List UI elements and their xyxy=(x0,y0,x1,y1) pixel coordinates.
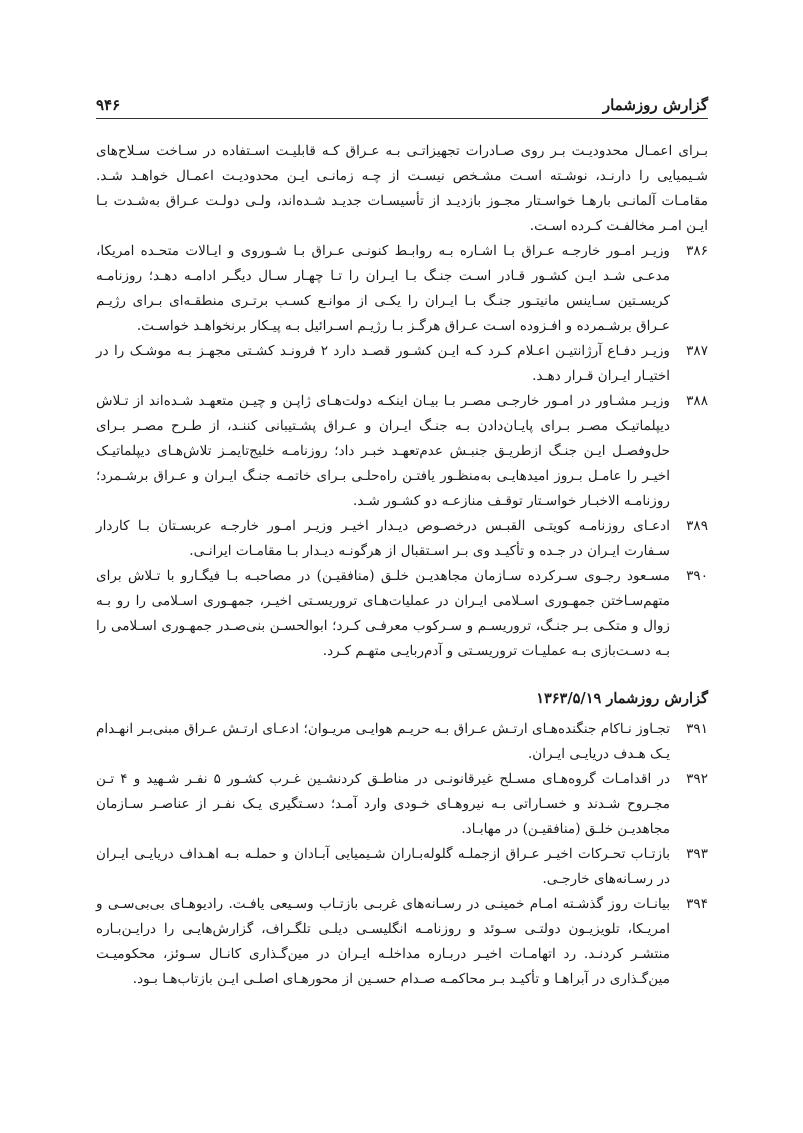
page-number: ۹۴۶ xyxy=(96,96,121,114)
item-text: وزیـر مشـاور در امـور خارجـی مصـر بـا بیـان اینکـه دولت‌هـای ژاپـن و چیـن متعهـد شـده‌اند از تـلاش دیپلماتیـک مصـر بـرای پایـان‌دادن بـه جنـگ ایـران و عـراق پشـتیبانی کننـد، از طـرح مصـر بـرای حل‌وفصـل ایـن جنـگ ازطریـق جنبـش عدم‌تعهـد خبـر داد؛ روزنامـه خلیج‌تایمـز تلاش‌هـای دیپلماتیـک اخیـر را عامـل بـروز امیدهایـی به‌منظـور یافتـن راه‌حلـی بـرای خاتمـه جنـگ ایـران و عـراق برشـمرد؛ روزنامـه الاخبـار خواسـتار توقـف منازعـه دو کشـور شـد. xyxy=(96,393,670,509)
item-number: ۳۸۶ xyxy=(686,243,708,259)
item-number: ۳۸۹ xyxy=(686,518,708,534)
item-list-after xyxy=(96,717,708,992)
list-item xyxy=(96,767,708,842)
intro-paragraph: بـرای اعمـال محدودیـت بـر روی صـادرات تجهیزاتـی بـه عـراق کـه قابلیـت اسـتفاده در سـاخت سـلاح‌های شـیمیایی را دارنـد، نوشـته اسـت مشـخص نیسـت از چـه زمانـی ایـن محدودیـت اعمـال خواهـد شـد. مقامـات آلمانـی بارهـا خواسـتار مجـوز بازدیـد از تأسیسـات جدیـد شـده‌اند، ولـی دولـت عـراق به‌شـدت بـا ایـن امـر مخالفـت کـرده اسـت. xyxy=(96,143,708,234)
list-item xyxy=(96,339,708,389)
item-number: ۳۸۸ xyxy=(686,393,708,409)
page-body xyxy=(96,139,708,992)
header-title: گزارش روزشمار xyxy=(602,96,708,114)
list-item xyxy=(96,239,708,339)
list-item xyxy=(96,564,708,664)
item-text: بازتـاب تحـرکات اخیـر عـراق ازجملـه گلوله‌بـاران شـیمیایی آبـادان و حملـه بـه اهـداف دریایـی ایـران در رسـانه‌های خارجـی. xyxy=(96,846,670,887)
list-item xyxy=(96,842,708,892)
item-number: ۳۹۴ xyxy=(686,896,708,912)
book-page xyxy=(96,88,708,1088)
list-item xyxy=(96,717,708,767)
item-text: بیانـات روز گذشـته امـام خمینـی در رسـانه‌های غربـی بازتـاب وسـیعی یافـت. رادیوهـای بی‌بی‌سـی و امریـکا، تلویزیـون دولتـی سـوئد و روزنامـه انگلیسـی دیلـی تلگـراف، گزارش‌هایـی را درایـن‌بـاره منتشـر کردنـد. رد اتهامـات اخیـر دربـاره مداخلـه ایـران در مین‌گـذاری کانـال سـوئز، محکومیـت مین‌گـذاری در آبراهـا و تأکیـد بـر محاکمـه صـدام حسـین از محورهـای اصلـی ایـن بازتاب‌هـا بـود. xyxy=(96,896,670,987)
list-item xyxy=(96,892,708,992)
item-number: ۳۹۲ xyxy=(686,771,708,787)
item-text: ادعـای روزنامـه کویتـی القبـس درخصـوص دیـدار اخیـر وزیـر امـور خارجـه عربسـتان بـا کاردار سـفارت ایـران در جـده و تأکیـد وی بـر اسـتقبال از هرگونـه دیـدار بـا مقامـات ایرانـی. xyxy=(96,518,670,559)
item-number: ۳۹۱ xyxy=(686,721,708,737)
item-text: مسـعود رجـوی سـرکرده سـازمان مجاهدیـن خلـق (منافقیـن) در مصاحبـه بـا فیگـارو با تـلاش برای متهم‌سـاختن جمهـوری اسـلامی ایـران در عملیات‌هـای تروریسـتی اخیـر، جمهـوری اسـلامی را رو بـه زوال و متکـی بـر جنـگ، تروریسـم و سـرکوب معرفـی کـرد؛ ابوالحسـن بنی‌صـدر جمهـوری اسـلامی را بـه دسـت‌بازی بـه عملیـات تروریسـتی و آدم‌ربایـی متهـم کـرد. xyxy=(96,568,670,659)
header-rule xyxy=(96,118,708,119)
list-item xyxy=(96,514,708,564)
item-text: در اقدامـات گروه‌هـای مسـلح غیرقانونـی در مناطـق کردنشـین غـرب کشـور ۵ نفـر شـهید و ۴ تـن مجـروح شـدند و خسـاراتی بـه نیروهـای خـودی وارد آمـد؛ دسـتگیری یـک نفـر از عناصـر سـازمان مجاهدیـن خلـق (منافقیـن) در مهابـاد. xyxy=(96,771,670,837)
item-number: ۳۹۰ xyxy=(686,568,708,584)
item-text: وزیـر دفـاع آرژانتیـن اعـلام کـرد کـه ایـن کشـور قصـد دارد ۲ فرونـد کشـتی مجهـز بـه موشـک را در اختیـار ایـران قـرار دهـد. xyxy=(96,343,670,384)
running-header xyxy=(96,88,708,114)
item-number: ۳۹۳ xyxy=(686,846,708,862)
item-text: وزیـر امـور خارجـه عـراق بـا اشـاره بـه روابـط کنونـی عـراق بـا شـوروی و ایـالات متحـده امریکا، مدعـی شـد ایـن کشـور قـادر اسـت جنـگ بـا ایـران را تـا چهـار سـال دیگـر ادامـه دهـد؛ روزنامـه کریسـتین سـاینس مانیتـور جنـگ بـا ایـران را یکـی از موانـع کسـب برتـری منطقـه‌ای بـرای رژیـم عـراق برشـمرده و افـزوده اسـت عـراق هرگـز بـا رژیـم اسـرائیل بـه پیـکار برنخواهـد خواسـت. xyxy=(96,243,670,334)
item-list-before xyxy=(96,239,708,664)
list-item xyxy=(96,389,708,514)
item-text: تجـاوز نـاکام جنگنده‌هـای ارتـش عـراق بـه حریـم هوایـی مریـوان؛ ادعـای ارتـش عـراق مبنی‌بـر انهـدام یـک هـدف دریایـی ایـران. xyxy=(96,721,670,762)
section-title: گزارش روزشمار ۱۳۶۳/۵/۱۹ xyxy=(536,690,708,707)
item-number: ۳۸۷ xyxy=(686,343,708,359)
